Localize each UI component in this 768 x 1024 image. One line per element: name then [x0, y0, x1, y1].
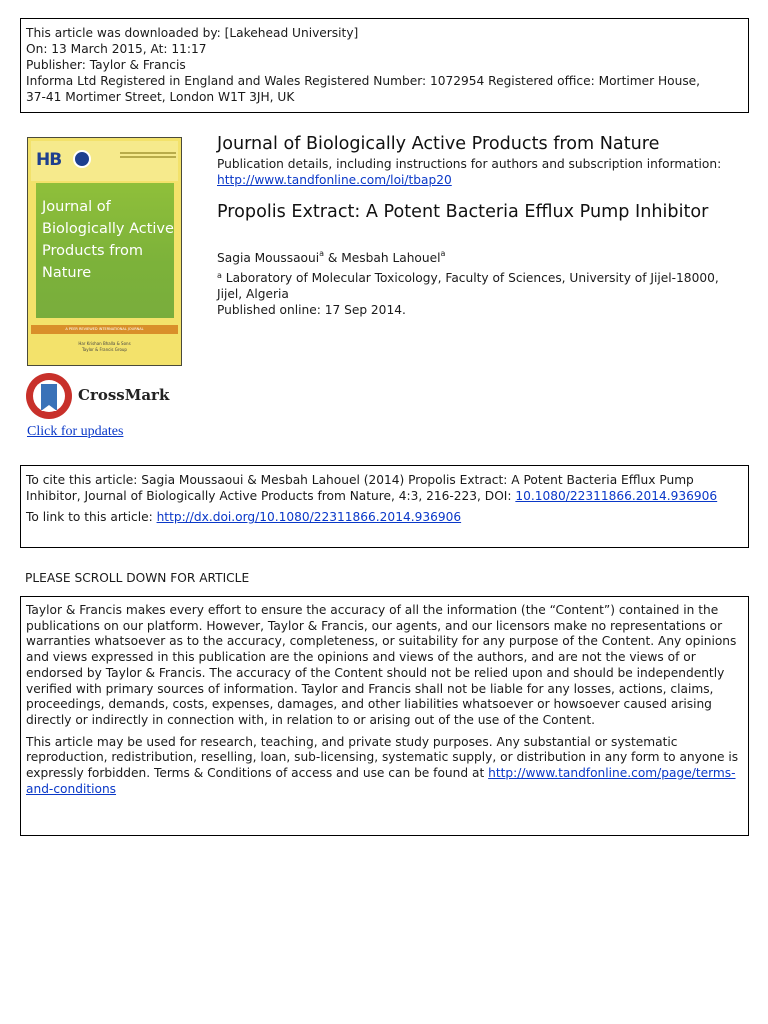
disclaimer-box: [20, 596, 749, 836]
author-affiliation-mark: a: [440, 249, 446, 258]
disclaimer-paragraph: Taylor & Francis makes every effort to ensure the accuracy of all the information (the “Content”) contained in the publications on our platform. However, Taylor & Francis, our agents, and our licensors make no representations or warranties whatsoever as to the accuracy, completeness, or suitability for any purpose of the Content. Any opinions and views expressed in this publication are the opinions and views of the authors, and are not the views of or endorsed by Taylor & Francis. The accuracy of the Content should not be relied upon and should be independently verified with primary sources of information. Taylor and Francis shall not be liable for any losses, actions, claims, proceedings, demands, costs, expenses, damages, and other liabilities whatsoever or howsoever caused arising directly or indirectly in connection with, in relation to or arising out of the use of the Content.: [26, 603, 737, 727]
cover-publisher: [31, 341, 178, 353]
affiliation: [217, 270, 737, 302]
published-date: Published online: 17 Sep 2014.: [217, 303, 406, 317]
cover-issn: [120, 150, 176, 160]
cover-band: A PEER REVIEWED INTERNATIONAL JOURNAL: [31, 325, 178, 334]
publication-details: Publication details, including instructions for authors and subscription information:: [217, 157, 722, 171]
disclaimer-paragraph: [26, 735, 743, 798]
author-name: Sagia Moussaoui: [217, 251, 320, 265]
affiliation-text: Laboratory of Molecular Toxicology, Faculty of Sciences, University of Jijel-18000, Jijel, Algeria: [217, 271, 719, 301]
download-line: Publisher: Taylor & Francis: [26, 58, 186, 72]
article-link-line: [26, 509, 743, 525]
doi-link[interactable]: 10.1080/22311866.2014.936906: [515, 489, 718, 503]
journal-title: Journal of Biologically Active Products from Nature: [217, 134, 660, 154]
usage-text: This article may be used for research, teaching, and private study purposes. Any substantial or systematic reproduction, redistribution, reselling, loan, sub-licensing, systematic supply, or distribution in any form to anyone is expressly forbidden. Terms & Conditions of access and use can be found at: [26, 734, 739, 781]
download-line: This article was downloaded by: [Lakehead University]: [26, 26, 359, 40]
crossmark-bookmark-icon: [41, 384, 57, 410]
cover-title-line: Nature: [42, 265, 92, 281]
citation-body: To cite this article: Sagia Moussaoui & Mesbah Lahouel (2014) Propolis Extract: A Potent Bacteria Efflux Pump Inhibitor, Journal of Biologically Active Products from Nature, 4:3, 216-223, DOI:: [26, 473, 694, 503]
article-link-label: To link to this article:: [26, 510, 157, 524]
authors: [217, 251, 445, 265]
cover-logo: HB: [36, 150, 62, 170]
cover-logo-icon: [73, 150, 91, 168]
terms-link[interactable]: http://www.tandfonline.com/page/terms-and-conditions: [26, 766, 736, 796]
affiliation-mark: a: [217, 271, 222, 280]
author-name: Mesbah Lahouel: [341, 251, 441, 265]
article-title: Propolis Extract: A Potent Bacteria Efflux Pump Inhibitor: [217, 202, 709, 222]
cover-title-line: Products from: [42, 243, 143, 259]
scroll-down-notice: PLEASE SCROLL DOWN FOR ARTICLE: [25, 571, 250, 585]
crossmark-label: CrossMark: [78, 386, 170, 404]
download-line: On: 13 March 2015, At: 11:17: [26, 42, 207, 56]
download-line: Informa Ltd Registered in England and Wales Registered Number: 1072954 Registered office: Mortimer House,: [26, 74, 701, 88]
citation-text: [26, 472, 743, 504]
click-for-updates-link[interactable]: Click for updates: [27, 424, 124, 439]
cover-title-line: Journal of: [42, 199, 111, 215]
author-affiliation-mark: a: [319, 249, 325, 258]
download-line: 37-41 Mortimer Street, London W1T 3JH, UK: [26, 90, 295, 104]
article-link[interactable]: http://dx.doi.org/10.1080/22311866.2014.936906: [156, 510, 462, 524]
download-info-box: [20, 18, 749, 113]
citation-box: [20, 465, 749, 548]
journal-cover-image: [27, 137, 182, 366]
journal-link[interactable]: http://www.tandfonline.com/loi/tbap20: [217, 173, 452, 187]
cover-title: [42, 196, 174, 284]
author-separator: &: [324, 251, 342, 265]
cover-publisher-line: Taylor & Francis Group: [82, 347, 127, 352]
cover-publisher-line: Har Krishan Bhalla & Sons: [78, 341, 131, 346]
cover-title-line: Biologically Active: [42, 221, 174, 237]
